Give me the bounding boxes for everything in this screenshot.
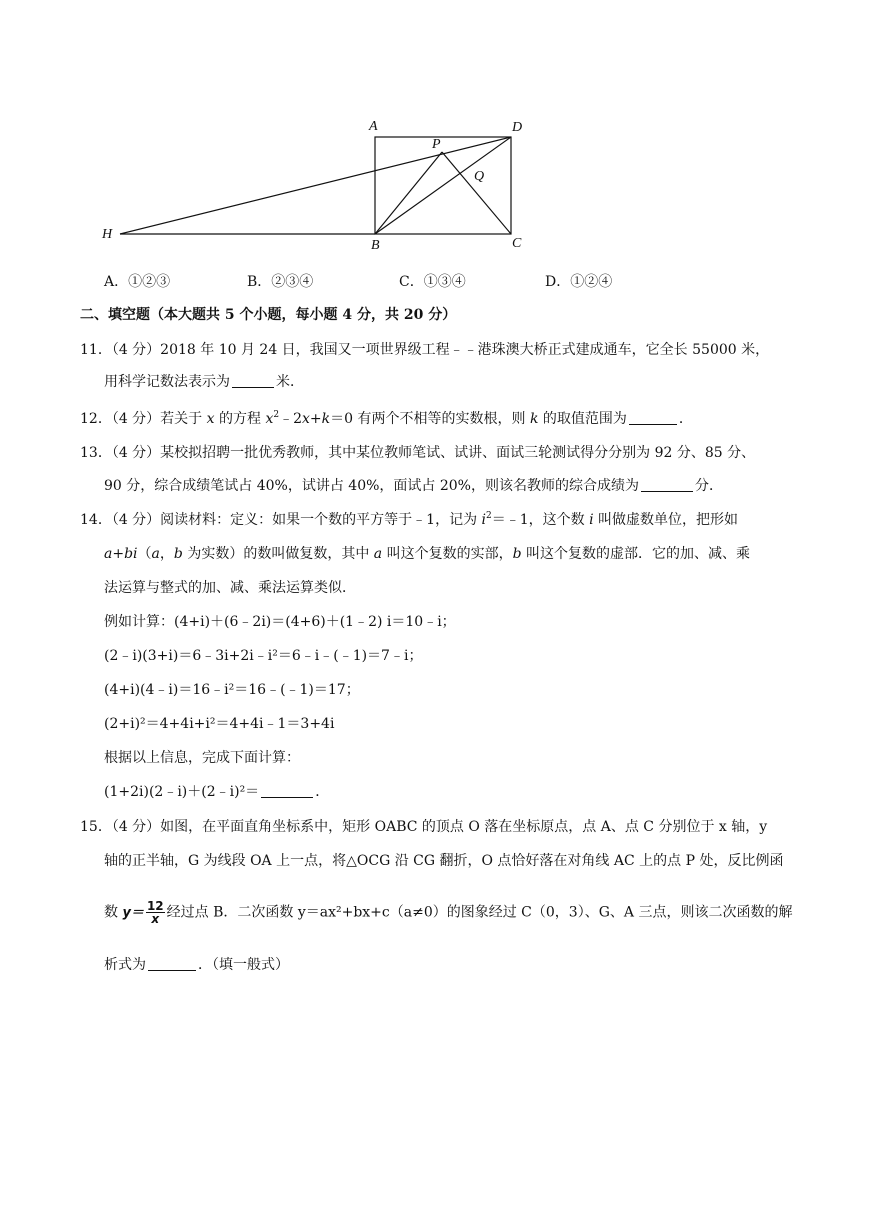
q15-fraction-numerator: 12 (146, 899, 164, 913)
q12-line (80, 409, 693, 429)
geometry-figure (90, 110, 540, 260)
q14-line2 (104, 544, 750, 564)
q15-text-3a: 数 (104, 904, 123, 921)
q14-text-2g: b (173, 546, 183, 562)
q14-line8: 根据以上信息，完成下面计算： (104, 750, 300, 766)
q14-example3: (4+i)(4﹣i)＝16﹣i²＝16﹣(﹣1)＝17； (104, 682, 360, 698)
q14-text-2d: （ (137, 546, 152, 562)
option-c: C．①③④ (399, 274, 466, 290)
label-a: A (369, 119, 378, 134)
label-h: H (102, 227, 113, 242)
q14-line1 (80, 510, 738, 530)
option-d: D．①②④ (545, 274, 613, 290)
q14-text-2f: ， (159, 546, 174, 562)
q14-text-2i: a (373, 546, 383, 562)
q14-text-2b: + (112, 546, 125, 562)
q12-text-a: 12．（4 分）若关于 (80, 411, 207, 427)
q12-var-x3: x (302, 411, 310, 427)
q12-var-k: k (321, 411, 331, 427)
q15-fraction (146, 900, 165, 925)
q14-text-2j: 叫这个复数的实部， (382, 546, 513, 562)
q12-var-x2: x (265, 411, 274, 427)
q12-var-k2: k (529, 411, 539, 427)
q14-example4: (2+i)²＝4+4i+i²＝4+4i﹣1＝3+4i (104, 716, 335, 732)
q13-text-b: 分． (694, 478, 723, 494)
q14-var-i2: i (589, 512, 594, 528)
q14-text-1c: 叫做虚数单位，把形如 (593, 512, 739, 528)
q14-example2: (2﹣i)(3+i)＝6﹣3i+2i﹣i²＝6﹣i﹣(﹣1)＝7﹣i； (104, 648, 423, 664)
geometry-figure-svg (90, 110, 540, 260)
q12-text-e: ＝0 有两个不相等的实数根，则 (330, 411, 530, 427)
q13-text-a: 90 分，综合成绩笔试占 40%，试讲占 40%，面试占 20%，则该名教师的综合成绩为 (104, 478, 639, 494)
q12-text-f: 的取值范围为 (538, 411, 627, 427)
q15-text-3b: 经过点 B．二次函数 y＝ax²+bx+c（a≠0）的图象经过 C（0，3）、G、A 三点，则该二次函数的解 (166, 904, 793, 921)
q12-var-x: x (206, 411, 215, 427)
label-b: B (371, 238, 380, 253)
option-b: B．②③④ (247, 274, 314, 290)
segment-bd (375, 137, 511, 234)
q11-line1: 11．（4 分）2018 年 10 月 24 日，我国又一项世界级工程﹣﹣港珠澳大桥正式建成通车，它全长 55000 米， (80, 342, 770, 358)
q14-var-i1: i (481, 512, 487, 528)
q12-answer-blank[interactable] (629, 410, 677, 425)
q14-text-1a: 14．（4 分）阅读材料：定义：如果一个数的平方等于﹣1，记为 (80, 512, 482, 528)
q12-text-g: ． (678, 411, 693, 427)
q11-answer-blank[interactable] (232, 373, 274, 388)
label-q: Q (474, 169, 485, 184)
q11-text-a: 用科学记数法表示为 (104, 374, 230, 390)
q12-text-b: 的方程 (214, 411, 266, 427)
q11-line2 (104, 372, 304, 392)
q15-line2: 轴的正半轴，G 为线段 OA 上一点，将△OCG 沿 CG 翻折，O 点恰好落在对角线 AC 上的点 P 处，反比例函 (104, 853, 784, 869)
label-c: C (512, 236, 522, 251)
q15-answer-blank[interactable] (148, 956, 196, 971)
q14-text-9b: ． (315, 784, 330, 800)
label-d: D (512, 120, 523, 135)
q13-line1: 13．（4 分）某校拟招聘一批优秀教师，其中某位教师笔试、试讲、面试三轮测试得分分别为 92 分、85 分、 (80, 445, 756, 461)
q12-text-c: ﹣2 (279, 411, 302, 427)
q14-text-2c: bi (124, 546, 138, 562)
q14-answer-blank[interactable] (261, 783, 313, 798)
q14-text-2a: a (104, 546, 113, 562)
q13-line2 (104, 476, 723, 496)
q15-line4 (104, 955, 289, 975)
q15-line3 (104, 900, 792, 925)
q15-fraction-denominator: x (151, 912, 160, 926)
q14-line3: 法运算与整式的加、减、乘法运算类似． (104, 580, 356, 596)
q14-sup1: 2 (486, 511, 492, 521)
segment-hd (120, 137, 511, 234)
q14-line9 (104, 782, 329, 802)
q12-text-d: + (309, 411, 322, 427)
q15-y-equals: y＝ (122, 905, 144, 921)
q12-sup: 2 (273, 410, 280, 420)
q15-text-4b: ．（填一般式） (198, 957, 289, 973)
label-p: P (432, 137, 441, 152)
q14-text-2l: 叫这个复数的虚部．它的加、减、乘 (521, 546, 751, 562)
segment-pc (442, 152, 511, 234)
q15-line1: 15．（4 分）如图，在平面直角坐标系中，矩形 OABC 的顶点 O 落在坐标原点，点 A、点 C 分别位于 x 轴，y (80, 819, 768, 835)
section-title: 二、填空题（本大题共 5 个小题，每小题 4 分，共 20 分） (80, 307, 457, 323)
q14-text-2h: 为实数）的数叫做复数，其中 (182, 546, 374, 562)
q14-text-2e: a (151, 546, 160, 562)
q11-text-b: 米． (276, 374, 304, 390)
q13-answer-blank[interactable] (641, 477, 693, 492)
q15-text-4a: 析式为 (104, 957, 146, 973)
q14-example1: 例如计算：(4+i)＋(6﹣2i)＝(4+6)＋(1﹣2) i＝10﹣i； (104, 614, 456, 630)
q14-text-9a: (1+2i)(2﹣i)＋(2﹣i)²＝ (104, 784, 260, 800)
q14-text-2k: b (512, 546, 522, 562)
option-a: A．①②③ (104, 274, 171, 290)
q14-text-1b: ＝﹣1，这个数 (491, 512, 590, 528)
